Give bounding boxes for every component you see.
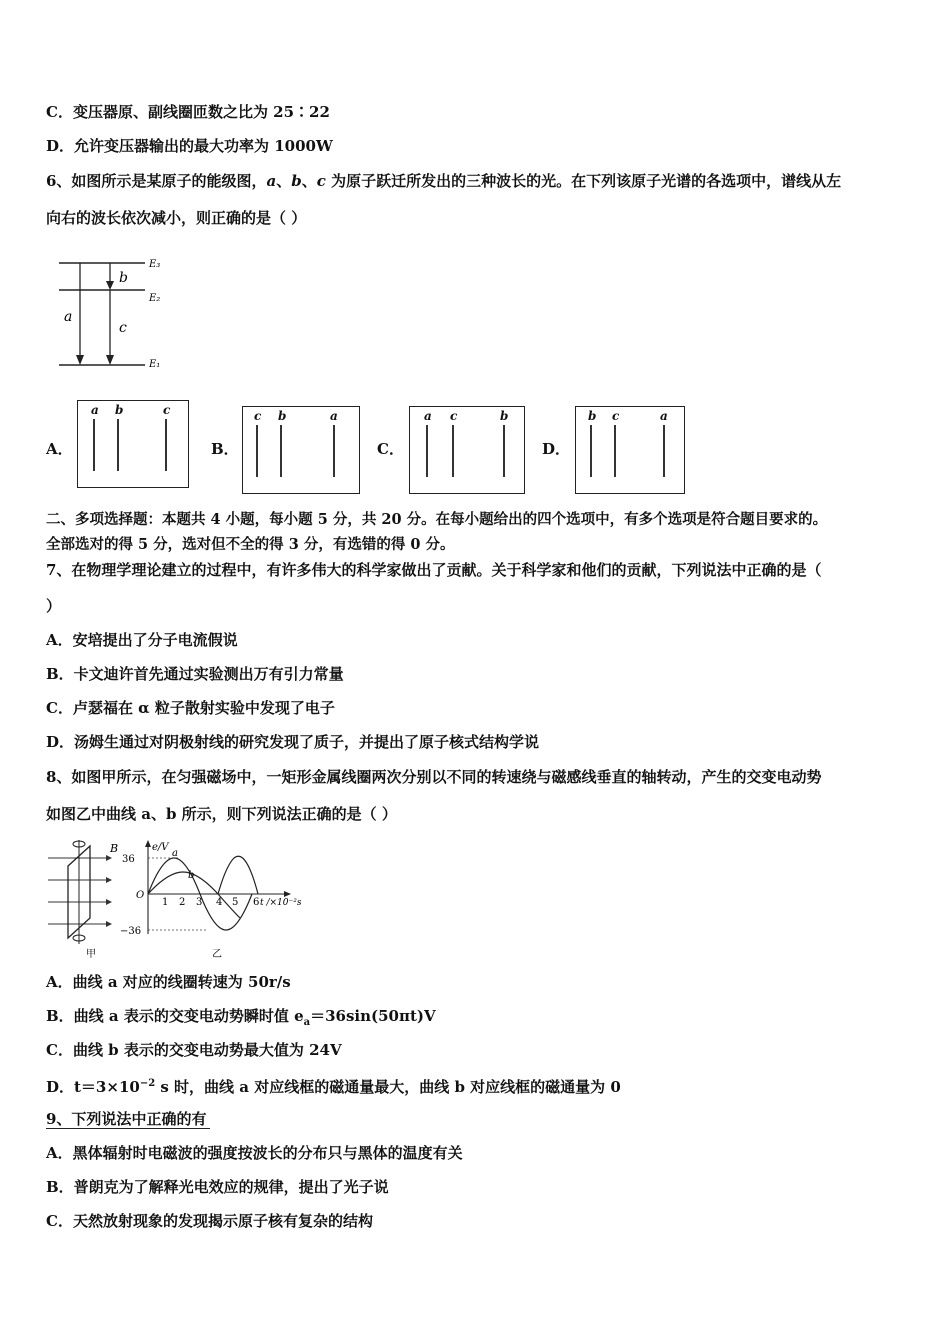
level-label-e1: E₁ (149, 359, 161, 370)
q7-stem-line1: 7、在物理学理论建立的过程中，有许多伟大的科学家做出了贡献。关于科学家和他们的贡献，下列说法中正确的是（ (46, 561, 822, 579)
q6-stem-line2: 向右的波长依次减小，则正确的是（ ） (46, 209, 307, 227)
spectrum-line-label: b (115, 403, 124, 417)
q7-option-b: B．卡文迪许首先通过实验测出万有引力常量 (46, 665, 344, 683)
q7-option-a: A．安培提出了分子电流假说 (46, 631, 238, 649)
spectrum-line (280, 425, 282, 477)
curve-label-a: a (172, 848, 178, 859)
spectrum-line-label: a (660, 409, 668, 423)
spectrum-option-c (409, 406, 525, 494)
x-tick-label: 1 (162, 897, 169, 908)
figure-label-jia: 甲 (86, 949, 96, 960)
x-tick-label: 5 (232, 897, 239, 908)
spectrum-line (256, 425, 258, 477)
q6-option-c-label: C． (377, 440, 404, 458)
spectrum-line (590, 425, 592, 477)
spectrum-line (452, 425, 454, 477)
spectrum-option-d (575, 406, 685, 494)
q8-stem-line1: 8、如图甲所示，在匀强磁场中，一矩形金属线圈两次分别以不同的转速绕与磁感线垂直的轴转动，产生的交变电动势 (46, 768, 822, 786)
spectrum-line-label: a (330, 409, 338, 423)
q8-option-b-text: ＝36sin(50πt)V (310, 1007, 436, 1025)
spectrum-line (503, 425, 505, 477)
arrow-label-b: b (119, 270, 128, 286)
section-heading: 二、多项选择题：本题共 4 小题，每小题 5 分，共 20 分。在每小题给出的四个选项中，有多个选项是符合题目要求的。 (46, 511, 828, 528)
q8-option-a: A．曲线 a 对应的线圈转速为 50r/s (46, 973, 291, 991)
spectrum-line-label: a (91, 403, 99, 417)
spectrum-line (93, 419, 95, 471)
y-max-label: 36 (122, 854, 135, 865)
q6-option-b-label: B． (211, 440, 239, 458)
spectrum-line-label: c (450, 409, 458, 423)
x-tick-label: 6 (253, 897, 260, 908)
q9-stem-text: 9、下列说法中正确的有 (46, 1110, 210, 1129)
q8-option-b-text: B．曲线 a 表示的交变电动势瞬时值 e (46, 1007, 304, 1025)
q6-option-a-label: A． (46, 440, 73, 458)
curve-extra (218, 856, 258, 894)
field-arrowhead (106, 899, 112, 905)
superscript: −2 (139, 1078, 156, 1089)
q6-var-c: c (316, 172, 326, 190)
q8-option-d-text: s 时，曲线 a 对应线框的磁通量最大，曲线 b 对应线框的磁通量为 0 (155, 1078, 621, 1096)
spectrum-line-label: b (588, 409, 597, 423)
q8-option-b (46, 1006, 436, 1033)
x-tick-label: 2 (179, 897, 186, 908)
spectrum-line (165, 419, 167, 471)
q7-option-d: D．汤姆生通过对阴极射线的研究发现了质子，并提出了原子核式结构学说 (46, 733, 540, 751)
q6-stem-line1 (46, 171, 841, 191)
x-tick-label: 4 (216, 897, 223, 908)
y-min-label: −36 (120, 926, 142, 937)
q6-sep: 、 (276, 172, 292, 190)
q6-option-d-label: D． (542, 440, 571, 458)
spectrum-line (117, 419, 119, 471)
field-arrowhead (106, 921, 112, 927)
figure-label-yi: 乙 (212, 949, 222, 960)
level-label-e3: E₃ (149, 259, 161, 270)
q8-stem-line2: 如图乙中曲线 a、b 所示，则下列说法正确的是（ ） (46, 805, 397, 823)
q6-stem-text: 为原子跃迁所发出的三种波长的光。在下列该原子光谱的各选项中，谱线从左 (325, 172, 842, 190)
q5-option-d: D．允许变压器输出的最大功率为 1000W (46, 137, 333, 155)
spectrum-line (614, 425, 616, 477)
spectrum-line (333, 425, 335, 477)
level-label-e2: E₂ (149, 293, 161, 304)
q8-option-c: C．曲线 b 表示的交变电动势最大值为 24V (46, 1041, 342, 1059)
energy-level-diagram (55, 255, 175, 373)
coil-figure (46, 838, 126, 960)
x-axis-label: t /×10⁻²s (260, 898, 302, 908)
spectrum-option-a (77, 400, 189, 488)
subscript: a (303, 1017, 311, 1028)
arrow-label-c: c (119, 320, 127, 336)
q7-option-c: C．卢瑟福在 α 粒子散射实验中发现了电子 (46, 699, 335, 717)
spectrum-line (426, 425, 428, 477)
q9-option-b: B．普朗克为了解释光电效应的规律，提出了光子说 (46, 1178, 389, 1196)
field-label-b: B (110, 842, 119, 855)
q6-stem-text: 6、如图所示是某原子的能级图， (46, 172, 267, 190)
y-axis-label: e/V (152, 842, 169, 853)
q6-sep: 、 (301, 172, 317, 190)
arrow-a-head (76, 355, 84, 365)
q9-option-c: C．天然放射现象的发现揭示原子核有复杂的结构 (46, 1212, 373, 1230)
x-axis-arrowhead (284, 891, 291, 897)
curve-label-b: b (188, 870, 195, 881)
arrow-label-a: a (64, 309, 73, 325)
q7-stem-line2: ） (46, 597, 62, 615)
arrow-c-head (106, 355, 114, 365)
spectrum-line-label: c (254, 409, 262, 423)
spectrum-line-label: a (424, 409, 432, 423)
q6-var-a: a (266, 172, 277, 190)
section-instructions: 全部选对的得 5 分，选对但不全的得 3 分，有选错的得 0 分。 (46, 536, 455, 553)
q9-stem (46, 1109, 210, 1129)
field-arrowhead (106, 855, 112, 861)
q6-var-b: b (291, 172, 302, 190)
q5-option-c: C．变压器原、副线圈匝数之比为 25∶22 (46, 103, 330, 121)
field-arrowhead (106, 877, 112, 883)
q9-option-a: A．黑体辐射时电磁波的强度按波长的分布只与黑体的温度有关 (46, 1144, 463, 1162)
spectrum-line-label: c (612, 409, 620, 423)
spectrum-line-label: b (500, 409, 509, 423)
arrow-b-head (106, 281, 114, 290)
origin-label: O (136, 890, 145, 901)
q8-option-d (46, 1074, 621, 1097)
q8-option-d-text: D．t＝3×10 (46, 1078, 140, 1096)
x-tick-label: 3 (196, 897, 203, 908)
spectrum-option-b (242, 406, 360, 494)
emf-graph (120, 838, 315, 960)
spectrum-line (663, 425, 665, 477)
spectrum-line-label: b (278, 409, 287, 423)
y-axis-arrowhead (145, 840, 151, 847)
spectrum-line-label: c (163, 403, 171, 417)
